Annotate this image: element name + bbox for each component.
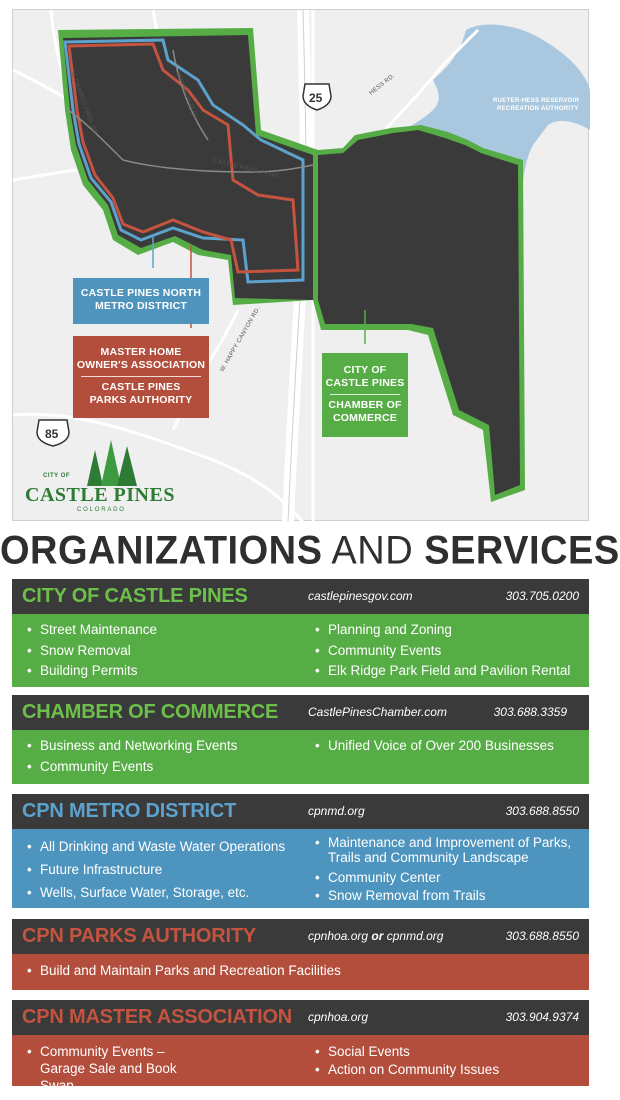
org-header xyxy=(12,695,589,730)
service-item: • Action on Community Issues xyxy=(312,1061,499,1079)
castle-pines-logo xyxy=(21,440,175,520)
hoa-label-line1: MASTER HOME xyxy=(100,346,182,358)
road-label-hess: HESS RD. xyxy=(368,72,397,97)
services-right xyxy=(312,620,570,682)
services-left xyxy=(24,1043,199,1094)
service-item: • Snow Removal from Trails xyxy=(312,887,577,905)
service-item: • Community Events – Garage Sale and Book Swap xyxy=(24,1043,199,1094)
metro-label-line1: CASTLE PINES NORTH xyxy=(80,287,202,299)
org-services xyxy=(12,1035,589,1093)
org-city-of-castle-pines xyxy=(12,579,589,687)
service-item: • Planning and Zoning xyxy=(312,620,570,641)
title-services: SERVICES xyxy=(424,528,620,574)
service-item: • Future Infrastructure xyxy=(24,858,285,881)
org-phone[interactable]: 303.705.0200 xyxy=(505,589,579,603)
title-and: AND xyxy=(331,528,414,574)
service-item: • All Drinking and Waste Water Operations xyxy=(24,835,285,858)
parks-label-line2: PARKS AUTHORITY xyxy=(89,394,193,406)
services-left xyxy=(24,961,341,982)
road-label-castle-pines-pkwy: CASTLE PINES PKWY xyxy=(212,158,280,181)
org-services xyxy=(12,614,589,687)
divider xyxy=(81,376,201,377)
service-item: • Maintenance and Improvement of Parks, Trails and Community Landscape xyxy=(312,835,577,865)
org-phone[interactable]: 303.688.8550 xyxy=(505,929,579,943)
services-left xyxy=(24,736,237,777)
page-title xyxy=(0,526,620,576)
metro-label-line2: METRO DISTRICT xyxy=(94,300,188,312)
service-item: • Build and Maintain Parks and Recreation Facilities xyxy=(24,961,341,982)
service-item: • Building Permits xyxy=(24,661,157,682)
org-cpn-master-association xyxy=(12,1000,589,1093)
map-label-metro-district xyxy=(73,278,209,324)
org-url-a[interactable]: cpnhoa.org xyxy=(308,929,369,943)
map-label-city-chamber xyxy=(322,353,408,437)
org-services xyxy=(12,730,589,784)
road-label-daniels: N. DANIELS PARK RD. xyxy=(69,70,99,138)
road-label-monarch: MONARCH BLVD. xyxy=(174,70,200,123)
or-text: or xyxy=(371,929,384,943)
map[interactable] xyxy=(12,9,589,521)
org-chamber-of-commerce xyxy=(12,695,589,784)
org-name: CITY OF CASTLE PINES xyxy=(22,585,248,607)
services-right xyxy=(312,1043,499,1079)
service-item: • Community Center xyxy=(312,869,577,887)
map-label-hoa-parks xyxy=(73,336,209,418)
org-header xyxy=(12,919,589,954)
org-phone[interactable]: 303.688.3359 xyxy=(493,705,567,719)
org-url[interactable]: castlepinesgov.com xyxy=(308,589,413,603)
service-item: • Wells, Surface Water, Storage, etc. xyxy=(24,881,285,904)
services-right xyxy=(312,736,554,757)
org-url-b[interactable]: cpnmd.org xyxy=(386,929,444,943)
services-left xyxy=(24,620,157,682)
org-header xyxy=(12,794,589,829)
service-item: • Snow Removal xyxy=(24,641,157,662)
logo-name: CASTLE PINES xyxy=(25,484,175,506)
city-label-line1: CITY OF xyxy=(343,364,387,376)
service-item: • Community Events xyxy=(312,641,570,662)
org-header xyxy=(12,1000,589,1035)
org-cpn-parks-authority xyxy=(12,919,589,990)
org-url[interactable]: cpnmd.org xyxy=(308,804,365,818)
org-name: CPN METRO DISTRICT xyxy=(22,800,237,822)
parks-label-line1: CASTLE PINES xyxy=(101,381,181,393)
org-services xyxy=(12,829,589,908)
service-item: • Elk Ridge Park Field and Pavilion Rental xyxy=(312,661,570,682)
chamber-label-line1: CHAMBER OF xyxy=(328,399,402,411)
city-label-line2: CASTLE PINES xyxy=(325,377,405,389)
service-item: • Street Maintenance xyxy=(24,620,157,641)
road-label-happy-canyon: W. HAPPY CANYON RD. xyxy=(219,305,262,373)
reservoir-label-2: RECREATION AUTHORITY xyxy=(497,106,579,112)
service-item: • Social Events xyxy=(312,1043,499,1061)
hoa-label-line2: OWNER'S ASSOCIATION xyxy=(76,359,206,371)
org-header xyxy=(12,579,589,614)
chamber-label-line2: COMMERCE xyxy=(332,412,397,424)
org-cpn-metro-district xyxy=(12,794,589,908)
pine-trees-icon xyxy=(83,440,163,490)
org-name: CHAMBER OF COMMERCE xyxy=(22,701,279,723)
service-item: • Business and Networking Events xyxy=(24,736,237,757)
service-item: • Unified Voice of Over 200 Businesses xyxy=(312,736,554,757)
logo-state: COLORADO xyxy=(77,507,126,513)
org-url[interactable]: CastlePinesChamber.com xyxy=(308,705,447,719)
svg-text:85: 85 xyxy=(45,427,59,441)
reservoir-label-1: RUETER-HESS RESERVOIR xyxy=(493,98,580,104)
service-item: • Community Events xyxy=(24,757,237,778)
divider xyxy=(330,394,400,395)
org-phone[interactable]: 303.904.9374 xyxy=(505,1010,579,1024)
org-name: CPN MASTER ASSOCIATION xyxy=(22,1006,293,1028)
org-url[interactable] xyxy=(308,929,443,943)
svg-text:25: 25 xyxy=(309,91,323,105)
org-services xyxy=(12,954,589,990)
org-phone[interactable]: 303.688.8550 xyxy=(505,804,579,818)
org-url[interactable]: cpnhoa.org xyxy=(308,1010,369,1024)
services-right xyxy=(312,834,577,905)
services-left xyxy=(24,835,285,904)
logo-city-of: CITY OF xyxy=(43,473,71,479)
org-name: CPN PARKS AUTHORITY xyxy=(22,925,256,947)
title-organizations: ORGANIZATIONS xyxy=(0,528,323,574)
